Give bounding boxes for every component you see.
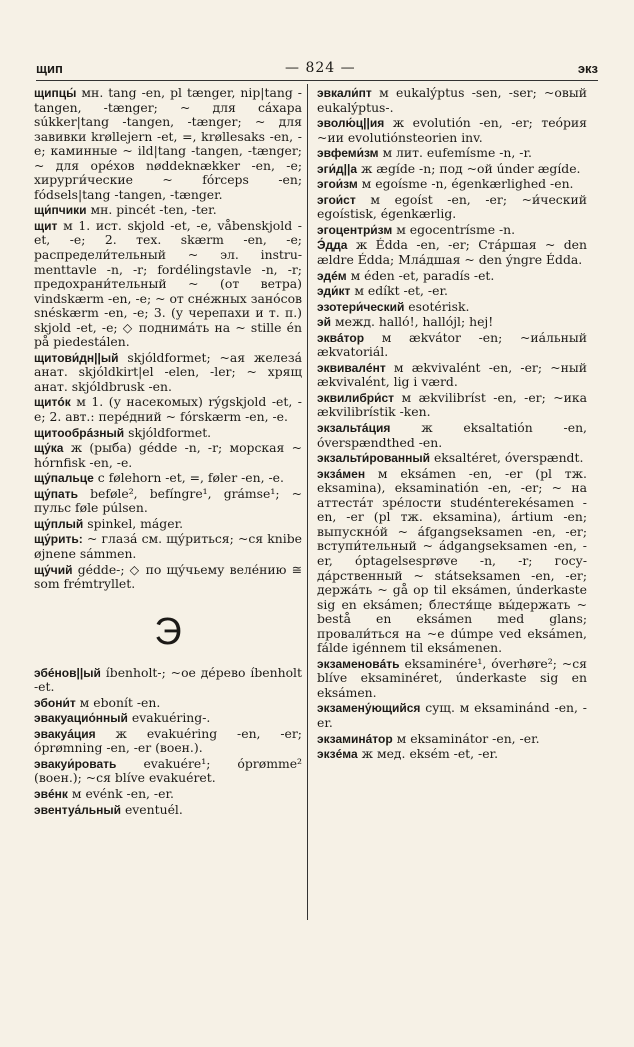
entry-headword: щитови́дн||ый	[34, 350, 119, 365]
entry-definition: м egoísme -n, égenkærlighed -en.	[361, 176, 574, 192]
entry-definition: ж (рыба) gédde -n, -r; морская ~ hórnfisk -en, -e.	[34, 440, 302, 470]
entry-headword: эзотери́ческий	[317, 299, 405, 314]
dictionary-entry	[34, 757, 302, 786]
entry-definition: ж мед. eksém -et, -er.	[361, 746, 499, 762]
entry-headword: экзаменовáть	[317, 656, 400, 671]
entry-definition: evakuére¹; óprømme² (воен.); ~ся blíve evakuéret.	[34, 755, 302, 786]
entry-headword: эволю́ц||ия	[317, 116, 385, 131]
entry-headword: эвéнк	[34, 786, 68, 801]
entry-definition: м eksámen -en, -er (pl тж. eksamina), eksaminatión -en, -er; ~ на аттестáт зрéлости studénterekésamen -en, -er (pl тж. eksamina), ártium -en; выпускнóй ~ áfgangseksamen -en, -er; вступи́тельный ~ ádgangseksamen -en, -er, óptagelsesprøve -n, -r; госудáрственный ~ státseksamen -en, -er; держáть ~ gå op til eksámen, únderkaste sig en eksámen; блестя́ще вы́держать ~ bestå en eksámen med glans; провали́ться на ~е dúmpe ved eksámen, fálde igénnem til eksámenen.	[317, 465, 587, 656]
entry-definition: м лит. eufemísme -n, -r.	[382, 145, 532, 161]
entry-headword: эди́кт	[317, 284, 351, 299]
dictionary-entry	[317, 701, 587, 730]
entry-definition: skjóldformet.	[128, 424, 212, 440]
entry-headword: щу́пальце	[34, 471, 94, 486]
dictionary-entry	[34, 426, 302, 441]
entry-headword: эвентуа́льный	[34, 802, 122, 817]
header-left-guideword: щип	[36, 60, 63, 76]
entry-headword: эбони́т	[34, 695, 76, 710]
entry-definition: gédde-; ◇ по щу́чьему веле́нию ≅ som frémtryllet.	[34, 561, 302, 592]
entry-definition: eventuél.	[124, 801, 183, 817]
dictionary-entry	[34, 471, 302, 486]
dictionary-entry	[34, 666, 302, 695]
dictionary-entry	[317, 391, 587, 420]
entry-definition: ж eksaltatión -en, óverspændthed -en.	[317, 420, 587, 450]
entry-headword: щу́плый	[34, 516, 84, 531]
entry-definition: ~ глазá см. щу́риться; ~ся knibe øjnene sámmen.	[34, 531, 302, 561]
entry-headword: щу́пать	[34, 486, 78, 501]
dictionary-entry	[34, 487, 302, 516]
dictionary-entry	[317, 223, 587, 238]
section-letter: Э	[154, 610, 182, 653]
dictionary-entry	[317, 361, 587, 390]
entry-definition: сущ. м eksaminánd -en, -er.	[317, 700, 587, 730]
dictionary-entry	[34, 803, 302, 818]
entry-definition: м 1. ист. skjold -et, -e, våbenskjold -et, -e; 2. тех. skærm -en, -e; распредели́тельный ~ эл. instrumenttavle -n, -r; fordélingstavle -n, -r; предохрани́тельный ~ (от ветра) vindskærm -en, -e; ~ от снéжных занóсов snéskærm -en, -e; 3. (у черепахи и т. п.) skjold -et, -e; ◇ поднимáть на ~ stille én på piedestálen.	[34, 217, 302, 350]
entry-headword: эдéм	[317, 268, 347, 283]
dictionary-entry	[317, 451, 587, 466]
entry-headword: эквивалéнт	[317, 360, 386, 375]
dictionary-entry	[317, 300, 587, 315]
dictionary-entry	[34, 441, 302, 470]
entry-headword: экзамену́ющийся	[317, 701, 421, 716]
entry-definition: межд. halló!, hallójl; hej!	[334, 314, 494, 330]
entry-headword: щу́чий	[34, 562, 73, 577]
dictionary-entry	[34, 727, 302, 756]
right-entries	[317, 86, 587, 762]
entry-headword: экзáмен	[317, 466, 366, 481]
dictionary-entry	[34, 532, 302, 561]
dictionary-entry	[317, 146, 587, 161]
header-rule	[36, 80, 598, 81]
entry-definition: м egoíst -en, -er; ~и́ческий egoístisk, égenkærlig.	[317, 191, 587, 222]
entry-headword: эквилибри́ст	[317, 390, 395, 405]
entry-definition: íbenholt-; ~ое дéрево íbenholt -et.	[34, 664, 302, 695]
dictionary-entry	[34, 696, 302, 711]
entry-headword: эвакуáция	[34, 726, 96, 741]
entry-definition: м evénk -en, -er.	[71, 785, 174, 801]
dictionary-entry	[34, 86, 302, 202]
dictionary-entry	[317, 315, 587, 330]
left-column	[34, 86, 302, 818]
entry-headword: щу́ка	[34, 441, 64, 456]
dictionary-entry	[34, 711, 302, 726]
entry-definition: skjóldformet; ~ая железá анат. skjóldkirt|el -elen, -ler; ~ хрящ анат. skjóldbrusk -en.	[34, 349, 302, 394]
entry-headword: щит	[34, 218, 58, 233]
entry-definition: ж evolutión -en, -er; теóрия ~ии evolutiónsteorien inv.	[317, 115, 587, 145]
dictionary-entry	[317, 238, 587, 267]
entry-headword: экзальтáция	[317, 421, 391, 436]
entry-definition: с følehorn -et, =, føler -en, -e.	[97, 470, 284, 486]
dictionary-entry	[317, 284, 587, 299]
entry-definition: ж Édda -en, -er; Стáршая ~ den ældre Édda; Млáдшая ~ den ýngre Édda.	[317, 237, 587, 268]
page-header	[36, 58, 598, 78]
entry-headword: эвакуи́ровать	[34, 756, 117, 771]
entry-headword: эги́д||а	[317, 161, 358, 176]
entry-definition: ж evakuéring -en, -er; óprømning -en, -er (воен.).	[34, 725, 302, 756]
entry-definition: esotérisk.	[408, 298, 470, 314]
dictionary-entry	[317, 116, 587, 145]
entry-headword: эй	[317, 315, 332, 330]
entry-headword: эвкали́пт	[317, 86, 372, 100]
entry-definition: eksaltéret, óverspændt.	[433, 450, 584, 466]
dictionary-entry	[317, 86, 587, 115]
entry-definition: beføle², befíngre¹, grámse¹; ~ пульс føle púlsen.	[34, 485, 302, 516]
entry-definition: м ækvivalént -en, -er; ~ный ækvivalént, lig i værd.	[317, 359, 587, 390]
entry-definition: м ækvilibríst -en, -er; ~ика ækvilibrístik -ken.	[317, 389, 587, 420]
dictionary-entry	[317, 747, 587, 762]
entry-definition: spinkel, máger.	[87, 515, 184, 531]
entry-headword: эгоцентри́зм	[317, 222, 393, 237]
left-entries	[34, 86, 302, 592]
dictionary-entry	[34, 787, 302, 802]
entry-definition: м ebonít -en.	[79, 694, 161, 710]
entry-definition: м éden -et, paradís -et.	[350, 267, 495, 283]
entry-headword: эвфеми́зм	[317, 146, 379, 161]
entry-headword: Э́дда	[317, 238, 348, 253]
dictionary-entry	[317, 162, 587, 177]
entry-headword: щи́пчики	[34, 203, 87, 218]
entry-definition: eksaminére¹, óverhøre²; ~ся blíve eksaminéret, únderkaste sig en eksámen.	[317, 655, 587, 700]
left-entries-after	[34, 666, 302, 817]
dictionary-entry	[34, 203, 302, 218]
entry-headword: щитóк	[34, 395, 71, 410]
dictionary-entry	[34, 351, 302, 395]
entry-headword: эгои́ст	[317, 192, 356, 207]
dictionary-entry	[34, 395, 302, 424]
entry-definition: мн. tang -en, pl tænger, nip|tang -tangen, -tænger; ~ для сáхара súkker|tang -tangen, -tænger; ~ для завивки krøllejern -et, =, krøllesaks -en, -e; каминные ~ ild|tang -tangen, -tænger; ~ для орéхов nøddeknækker -en, -e; хирурги́ческие ~ fórceps -en; fódsels|tang -tangen, -tænger.	[34, 85, 302, 202]
entry-definition: мн. pincét -ten, -ter.	[90, 202, 217, 218]
entry-headword: эбéнов||ый	[34, 665, 101, 680]
entry-definition: м ækvátor -en; ~иáльный ækvatoriál.	[317, 329, 587, 360]
entry-headword: эквáтор	[317, 330, 365, 345]
entry-definition: м egocentrísme -n.	[396, 221, 516, 237]
dictionary-entry	[317, 269, 587, 284]
entry-headword: эвакуацио́нный	[34, 711, 128, 726]
entry-headword: экзаминáтор	[317, 731, 393, 746]
page-number: — 824 —	[285, 60, 356, 76]
column-divider	[307, 84, 308, 920]
entry-headword: экзéма	[317, 747, 358, 762]
right-column	[317, 86, 587, 763]
entry-headword: эгои́зм	[317, 177, 358, 192]
entry-headword: щипцы́	[34, 86, 77, 100]
dictionary-entry	[317, 193, 587, 222]
dictionary-entry	[317, 331, 587, 360]
dictionary-entry	[317, 657, 587, 701]
entry-headword: щитообрáзный	[34, 425, 125, 440]
dictionary-entry	[34, 563, 302, 592]
entry-definition: м 1. (у насекомых) rýgskjold -et, -e; 2. авт.: пере́дний ~ fórskærm -en, -e.	[34, 394, 302, 425]
dictionary-entry	[317, 421, 587, 450]
dictionary-entry	[34, 219, 302, 350]
entry-headword: экзальти́рованный	[317, 451, 430, 466]
dictionary-entry	[34, 517, 302, 532]
dictionary-entry	[317, 467, 587, 656]
entry-definition: evakuéring-.	[131, 710, 211, 726]
entry-definition: ж ægíde -n; под ~ой únder ægíde.	[360, 160, 581, 176]
entry-definition: м edíkt -et, -er.	[354, 283, 448, 299]
dictionary-entry	[317, 732, 587, 747]
entry-definition: м eksaminátor -en, -er.	[396, 730, 540, 746]
dictionary-entry	[317, 177, 587, 192]
header-right-guideword: экз	[577, 60, 598, 76]
entry-headword: щу́рить:	[34, 532, 83, 547]
entry-definition: м eukalýptus -sen, -ser; ~овый eukalýptus-.	[317, 85, 587, 115]
